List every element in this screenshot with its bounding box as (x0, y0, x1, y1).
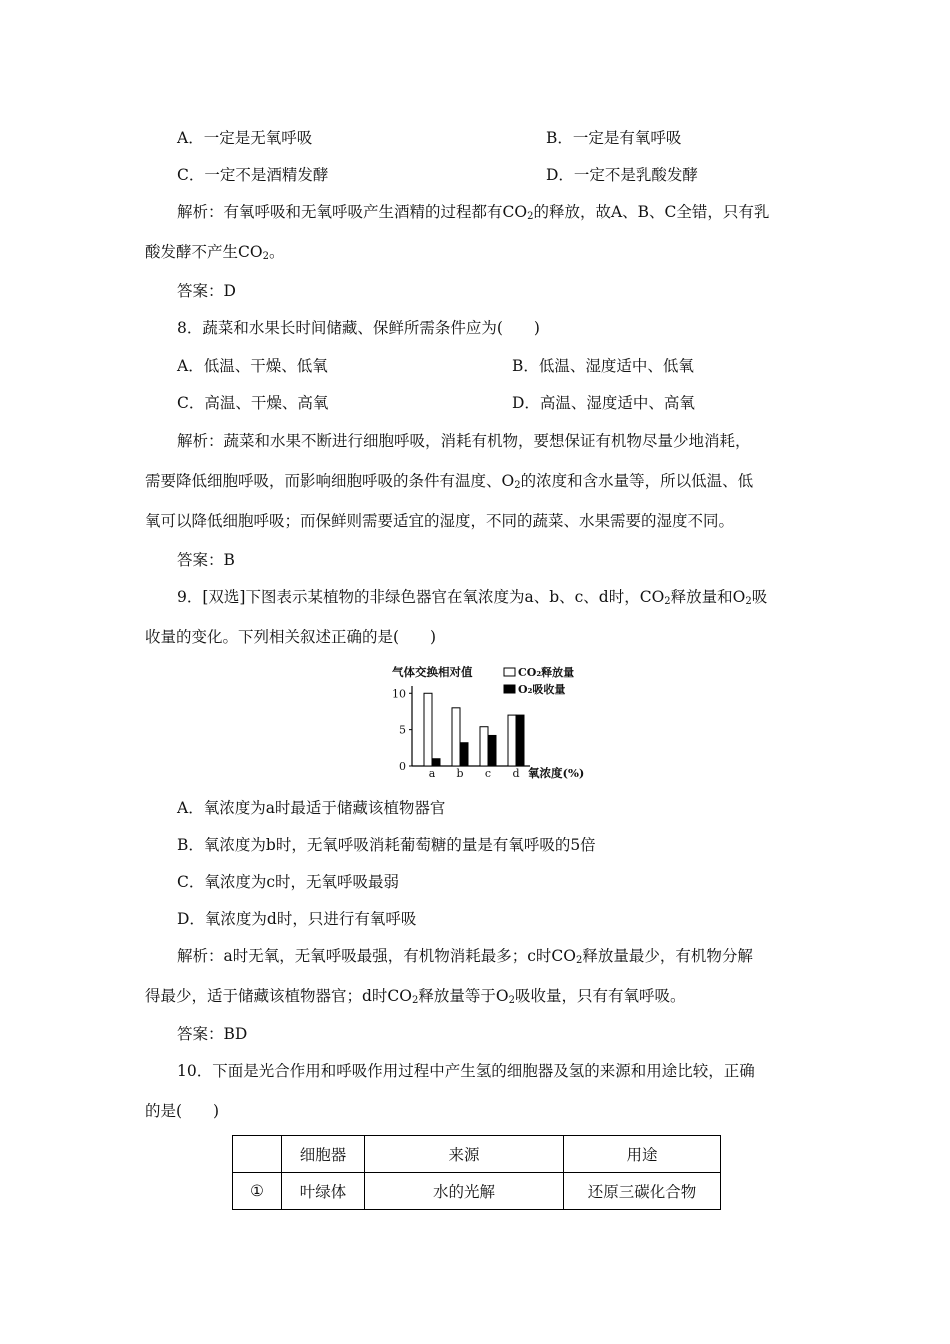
q9-option-a: A．氧浓度为a时最适于储藏该植物器官 (177, 799, 446, 817)
q8-option-c: C．高温、干燥、高氧 (177, 394, 329, 412)
q9-option-d: D．氧浓度为d时，只进行有氧呼吸 (177, 910, 417, 928)
q8-analysis-line3: 氧可以降低细胞呼吸；而保鲜则需要适宜的湿度，不同的蔬菜、水果需要的湿度不同。 (145, 512, 735, 530)
q8-option-b: B．低温、湿度适中、低氧 (512, 357, 694, 375)
q8-answer: 答案：B (177, 551, 235, 569)
table-cell: ① (233, 1173, 282, 1210)
bar-o2-c (488, 735, 496, 766)
q8-option-d: D．高温、湿度适中、高氧 (512, 394, 695, 412)
oxygen-gas-exchange-chart (390, 664, 630, 782)
bar-co2-b (452, 708, 460, 766)
y-tick-label: 5 (399, 723, 406, 737)
bar-o2-b (460, 743, 468, 766)
q7-answer: 答案：D (177, 282, 236, 300)
x-tick-label: c (484, 767, 492, 780)
q7-option-b: B．一定是有氧呼吸 (546, 129, 682, 147)
table-cell: 水的光解 (365, 1173, 564, 1210)
q9-stem-line2: 收量的变化。下列相关叙述正确的是( ) (145, 628, 437, 646)
bar-o2-a (432, 759, 440, 766)
bar-o2-d (516, 715, 524, 766)
chart-x-label: 氧浓度(%) (528, 766, 585, 780)
q9-option-c: C．氧浓度为c时，无氧呼吸最弱 (177, 873, 400, 891)
table-header-cell: 用途 (564, 1136, 721, 1173)
q9-answer: 答案：BD (177, 1025, 248, 1043)
legend-o2-swatch (504, 685, 515, 693)
q8-stem: 8．蔬菜和水果长时间储藏、保鲜所需条件应为( ) (177, 319, 540, 337)
x-tick-label: a (428, 767, 436, 780)
q8-analysis-line1: 解析：蔬菜和水果不断进行细胞呼吸，消耗有机物，要想保证有机物尽量少地消耗， (177, 432, 751, 450)
hydrogen-comparison-table (232, 1135, 721, 1210)
bar-co2-c (480, 727, 488, 766)
legend-co2-swatch (504, 668, 515, 676)
y-tick-label: 10 (392, 687, 406, 701)
table-header-cell: 来源 (365, 1136, 564, 1173)
legend-co2-label: CO₂释放量 (518, 666, 575, 679)
bar-co2-d (508, 715, 516, 766)
q10-stem-line1: 10．下面是光合作用和呼吸作用过程中产生氢的细胞器及氢的来源和用途比较，正确 (177, 1062, 755, 1080)
table-header-cell (233, 1136, 282, 1173)
table-header-row (233, 1136, 721, 1173)
q7-analysis-line2: 酸发酵不产生$CO_2$。 (145, 243, 285, 262)
table-cell: 叶绿体 (282, 1173, 365, 1210)
q7-analysis-line1: 解析：有氧呼吸和无氧呼吸产生酒精的过程都有$CO_2$的释放，故A、B、C全错，只有乳 (177, 203, 770, 222)
table-cell: 还原三碳化合物 (564, 1173, 721, 1210)
y-tick-label: 0 (399, 760, 406, 773)
q7-option-c: C．一定不是酒精发酵 (177, 166, 329, 184)
bar-co2-a (424, 693, 432, 766)
q9-stem-line1: 9．[双选]下图表示某植物的非绿色器官在氧浓度为a、b、c、d时，$CO_2$释放量和$O_2$吸 (177, 588, 768, 607)
q8-analysis-line2: 需要降低细胞呼吸，而影响细胞呼吸的条件有温度、$O_2$的浓度和含水量等，所以低温、低 (145, 472, 754, 491)
q8-option-a: A．低温、干燥、低氧 (177, 357, 328, 375)
q9-analysis-line1: 解析：a时无氧，无氧呼吸最强，有机物消耗最多；c时$CO_2$释放量最少，有机物分解 (177, 947, 753, 966)
q7-option-a: A．一定是无氧呼吸 (177, 129, 313, 147)
chart-y-label: 气体交换相对值 (392, 665, 473, 679)
table-header-cell: 细胞器 (282, 1136, 365, 1173)
q7-option-d: D．一定不是乳酸发酵 (546, 166, 698, 184)
q10-stem-line2: 的是( ) (145, 1102, 220, 1120)
x-tick-label: b (456, 767, 464, 780)
x-tick-label: d (512, 767, 520, 780)
legend-o2-label: O₂吸收量 (518, 683, 566, 696)
q9-option-b: B．氧浓度为b时，无氧呼吸消耗葡萄糖的量是有氧呼吸的5倍 (177, 836, 596, 854)
q9-analysis-line2: 得最少，适于储藏该植物器官；d时$CO_2$释放量等于$O_2$吸收量，只有有氧呼吸。 (145, 987, 686, 1006)
table-row (233, 1173, 721, 1210)
